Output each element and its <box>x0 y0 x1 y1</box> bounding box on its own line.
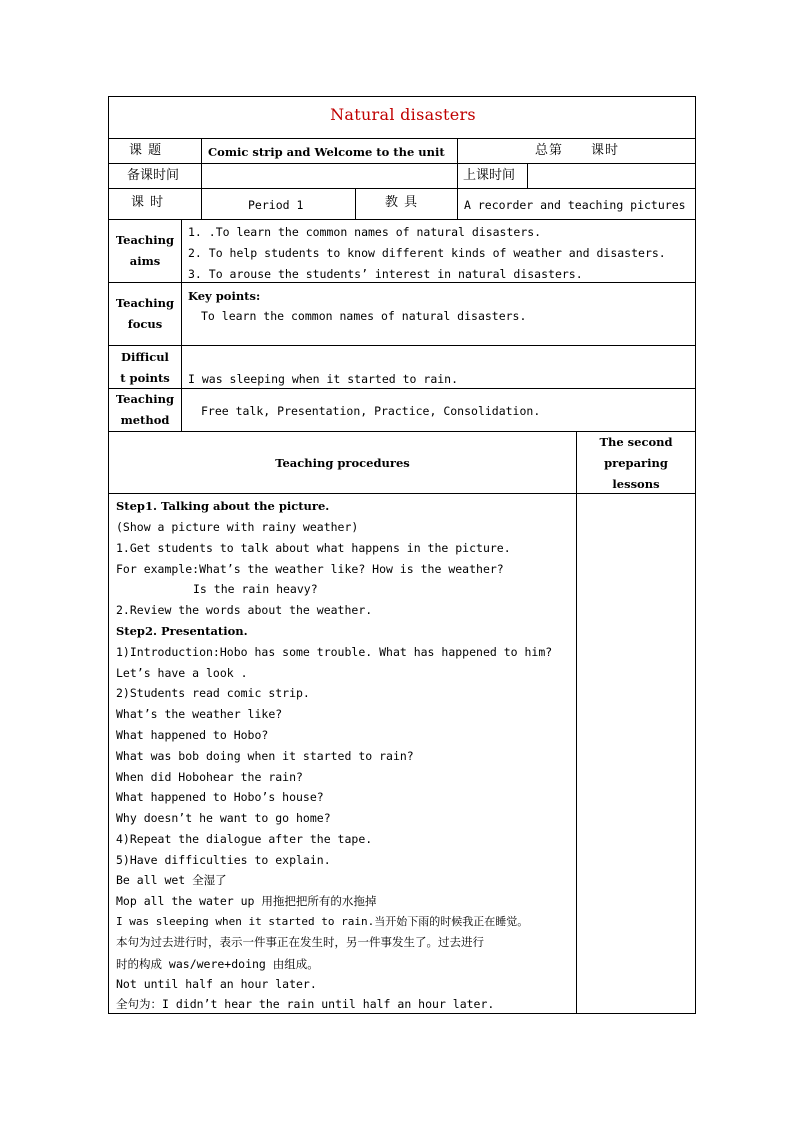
lesson-label: 课时 <box>591 143 620 158</box>
aims-label-line1: Teaching <box>115 233 175 247</box>
procedure-line: For example:What’s the weather like? How is the weather? <box>116 562 504 576</box>
column-divider <box>576 431 577 1013</box>
row-divider <box>109 138 695 139</box>
procedure-line: 5)Have difficulties to explain. <box>116 853 331 867</box>
row-divider <box>109 219 695 220</box>
period-label: 课 时 <box>131 195 165 210</box>
aims-item-1: 1. .To learn the common names of natural disasters. <box>188 225 542 239</box>
procedure-line: Why doesn’t he want to go home? <box>116 811 331 825</box>
method-label-line1: Teaching <box>115 392 175 406</box>
aims-item-3: 3. To arouse the students’ interest in natural disasters. <box>188 267 583 281</box>
column-divider <box>181 219 182 431</box>
difficult-label <box>109 347 181 389</box>
prep-time-label: 备课时间 <box>127 168 180 183</box>
procedures-header: Teaching procedures <box>275 456 410 470</box>
tools-label: 教 具 <box>385 195 419 210</box>
method-label <box>109 389 181 431</box>
procedure-line: 全句为：I didn’t hear the rain until half an hour later. <box>116 997 495 1011</box>
lesson-plan-table <box>108 96 696 1014</box>
column-divider <box>527 163 528 188</box>
procedure-line: 本句为过去进行时，表示一件事正在发生时，另一件事发生了。过去进行 <box>116 935 484 949</box>
procedure-line: Is the rain heavy? <box>193 582 318 596</box>
column-divider <box>355 188 356 219</box>
row-divider <box>109 282 695 283</box>
aims-label <box>109 230 181 272</box>
column-divider <box>201 138 202 219</box>
class-time-label: 上课时间 <box>463 168 516 183</box>
procedure-line: Not until half an hour later. <box>116 977 317 991</box>
procedure-line: Mop all the water up 用拖把把所有的水拖掉 <box>116 894 377 908</box>
period-value: Period 1 <box>248 198 304 212</box>
row-divider <box>109 388 695 389</box>
procedure-step1: Step1. Talking about the picture. <box>116 499 330 513</box>
focus-heading: Key points: <box>188 289 261 303</box>
aims-item-2: 2. To help students to know different kinds of weather and disasters. <box>188 246 666 260</box>
procedure-line: What happened to Hobo’s house? <box>116 790 324 804</box>
aims-label-line2: aims <box>129 254 161 268</box>
topic-value: Comic strip and Welcome to the unit <box>208 145 445 159</box>
focus-label-line1: Teaching <box>115 296 175 310</box>
row-divider <box>109 188 695 189</box>
procedure-line: What’s the weather like? <box>116 707 283 721</box>
method-label-line2: method <box>120 413 170 427</box>
procedure-line: 1)Introduction:Hobo has some trouble. What has happened to him? <box>116 645 553 659</box>
procedure-line: I was sleeping when it started to rain.当开始下雨的时候我正在睡觉。 <box>116 915 529 928</box>
procedure-line: 2.Review the words about the weather. <box>116 603 373 617</box>
procedure-line: (Show a picture with rainy weather) <box>116 520 359 534</box>
procedure-line: 时的构成 was/were+doing 由组成。 <box>116 957 319 971</box>
difficult-label-line1: Difficul <box>121 350 169 364</box>
procedure-line: What was bob doing when it started to rain? <box>116 749 414 763</box>
procedure-line: What happened to Hobo? <box>116 728 269 742</box>
method-text: Free talk, Presentation, Practice, Consolidation. <box>201 404 541 418</box>
second-preparing-line2: preparing <box>604 456 668 470</box>
row-divider <box>109 345 695 346</box>
procedure-line: Let’s have a look . <box>116 666 248 680</box>
difficult-label-line2: t points <box>120 371 170 385</box>
page-title: Natural disasters <box>330 105 476 124</box>
procedure-line: 2)Students read comic strip. <box>116 686 310 700</box>
difficult-text: I was sleeping when it started to rain. <box>188 372 459 386</box>
second-preparing-line1: The second <box>599 435 673 449</box>
procedure-line: 1.Get students to talk about what happens in the picture. <box>116 541 511 555</box>
topic-label: 课 题 <box>129 143 163 158</box>
focus-text: To learn the common names of natural disasters. <box>201 309 527 323</box>
tools-value: A recorder and teaching pictures <box>464 198 686 212</box>
focus-label <box>109 293 181 335</box>
row-divider <box>109 163 695 164</box>
column-divider <box>457 138 458 188</box>
procedure-line: 4)Repeat the dialogue after the tape. <box>116 832 373 846</box>
second-preparing-line3: lessons <box>612 477 660 491</box>
column-divider <box>457 188 458 219</box>
procedure-step2: Step2. Presentation. <box>116 624 248 638</box>
procedure-line: When did Hobohear the rain? <box>116 770 303 784</box>
focus-label-line2: focus <box>127 317 163 331</box>
total-label: 总第 <box>535 143 564 158</box>
procedure-line: Be all wet 全湿了 <box>116 873 227 887</box>
second-preparing-header <box>576 432 696 495</box>
